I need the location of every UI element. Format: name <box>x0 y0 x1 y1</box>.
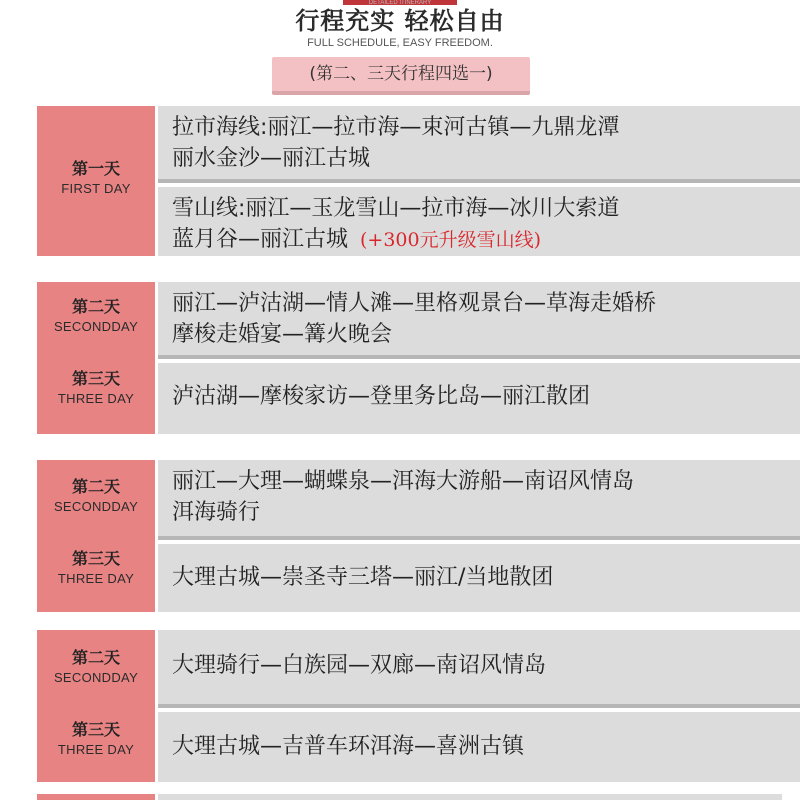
day-label-en: THREE DAY <box>57 742 135 757</box>
option-note-badge: (第二、三天行程四选一) <box>272 57 530 95</box>
route-line: 摩梭走婚宴—篝火晚会 <box>172 322 393 347</box>
page-subtitle: FULL SCHEDULE, EASY FREEDOM. <box>307 37 493 49</box>
day-label-en: FIRST DAY <box>61 181 131 196</box>
route-line: 丽水金沙—丽江古城 <box>172 146 371 171</box>
day-label <box>37 647 155 687</box>
day-label-en: SECONDDAY <box>53 319 139 334</box>
route-row <box>158 187 800 256</box>
day-label <box>37 548 155 588</box>
day-label <box>37 158 155 198</box>
route-line-text: 蓝月谷—丽江古城 <box>172 227 349 252</box>
day-label-en: SECONDDAY <box>53 499 139 514</box>
next-block-stub <box>158 794 782 800</box>
day-label-zh: 第二天 <box>71 297 120 316</box>
route-row <box>158 363 800 434</box>
header-sub-caption: DETAILED ITINERARY <box>368 0 432 6</box>
route-line: 大理古城—吉普车环洱海—喜洲古镇 <box>172 734 525 759</box>
day-label <box>37 476 155 516</box>
day-column <box>37 106 155 256</box>
day-label-zh: 第三天 <box>71 720 120 739</box>
route-line-with-note <box>172 224 800 256</box>
day-label-en: THREE DAY <box>57 391 135 406</box>
day-label-zh: 第一天 <box>71 159 120 178</box>
route-line: 泸沽湖—摩梭家访—登里务比岛—丽江散团 <box>172 384 591 409</box>
route-line: 大理骑行—白族园—双廊—南诏风情岛 <box>172 653 547 678</box>
next-block-stub <box>37 794 155 800</box>
route-line: 雪山线:丽江—玉龙雪山—拉市海—冰川大索道 <box>172 196 620 221</box>
route-row <box>158 544 800 612</box>
route-line: 丽江—泸沽湖—情人滩—里格观景台—草海走婚桥 <box>172 291 657 316</box>
day-label-en: THREE DAY <box>57 571 135 586</box>
route-line: 丽江—大理—蝴蝶泉—洱海大游船—南诏风情岛 <box>172 469 635 494</box>
day-column <box>37 460 155 612</box>
day-label-zh: 第二天 <box>71 477 120 496</box>
route-row <box>158 712 800 782</box>
route-line: 洱海骑行 <box>172 500 261 525</box>
day-label <box>37 368 155 408</box>
day-column <box>37 630 155 782</box>
route-row <box>158 106 800 183</box>
route-row <box>158 460 800 540</box>
route-line: 拉市海线:丽江—拉市海—束河古镇—九鼎龙潭 <box>172 115 620 140</box>
route-line: 大理古城—崇圣寺三塔—丽江/当地散团 <box>172 565 554 590</box>
day-label <box>37 296 155 336</box>
day-label-zh: 第三天 <box>71 369 120 388</box>
day-label-zh: 第三天 <box>71 549 120 568</box>
page-title: 行程充实 轻松自由 <box>295 7 505 35</box>
day-label <box>37 719 155 759</box>
day-label-zh: 第二天 <box>71 648 120 667</box>
day-label-en: SECONDDAY <box>53 670 139 685</box>
route-row <box>158 630 800 708</box>
route-row <box>158 282 800 359</box>
upgrade-price-note: (+300元升级雪山线) <box>360 229 542 251</box>
day-column <box>37 282 155 434</box>
